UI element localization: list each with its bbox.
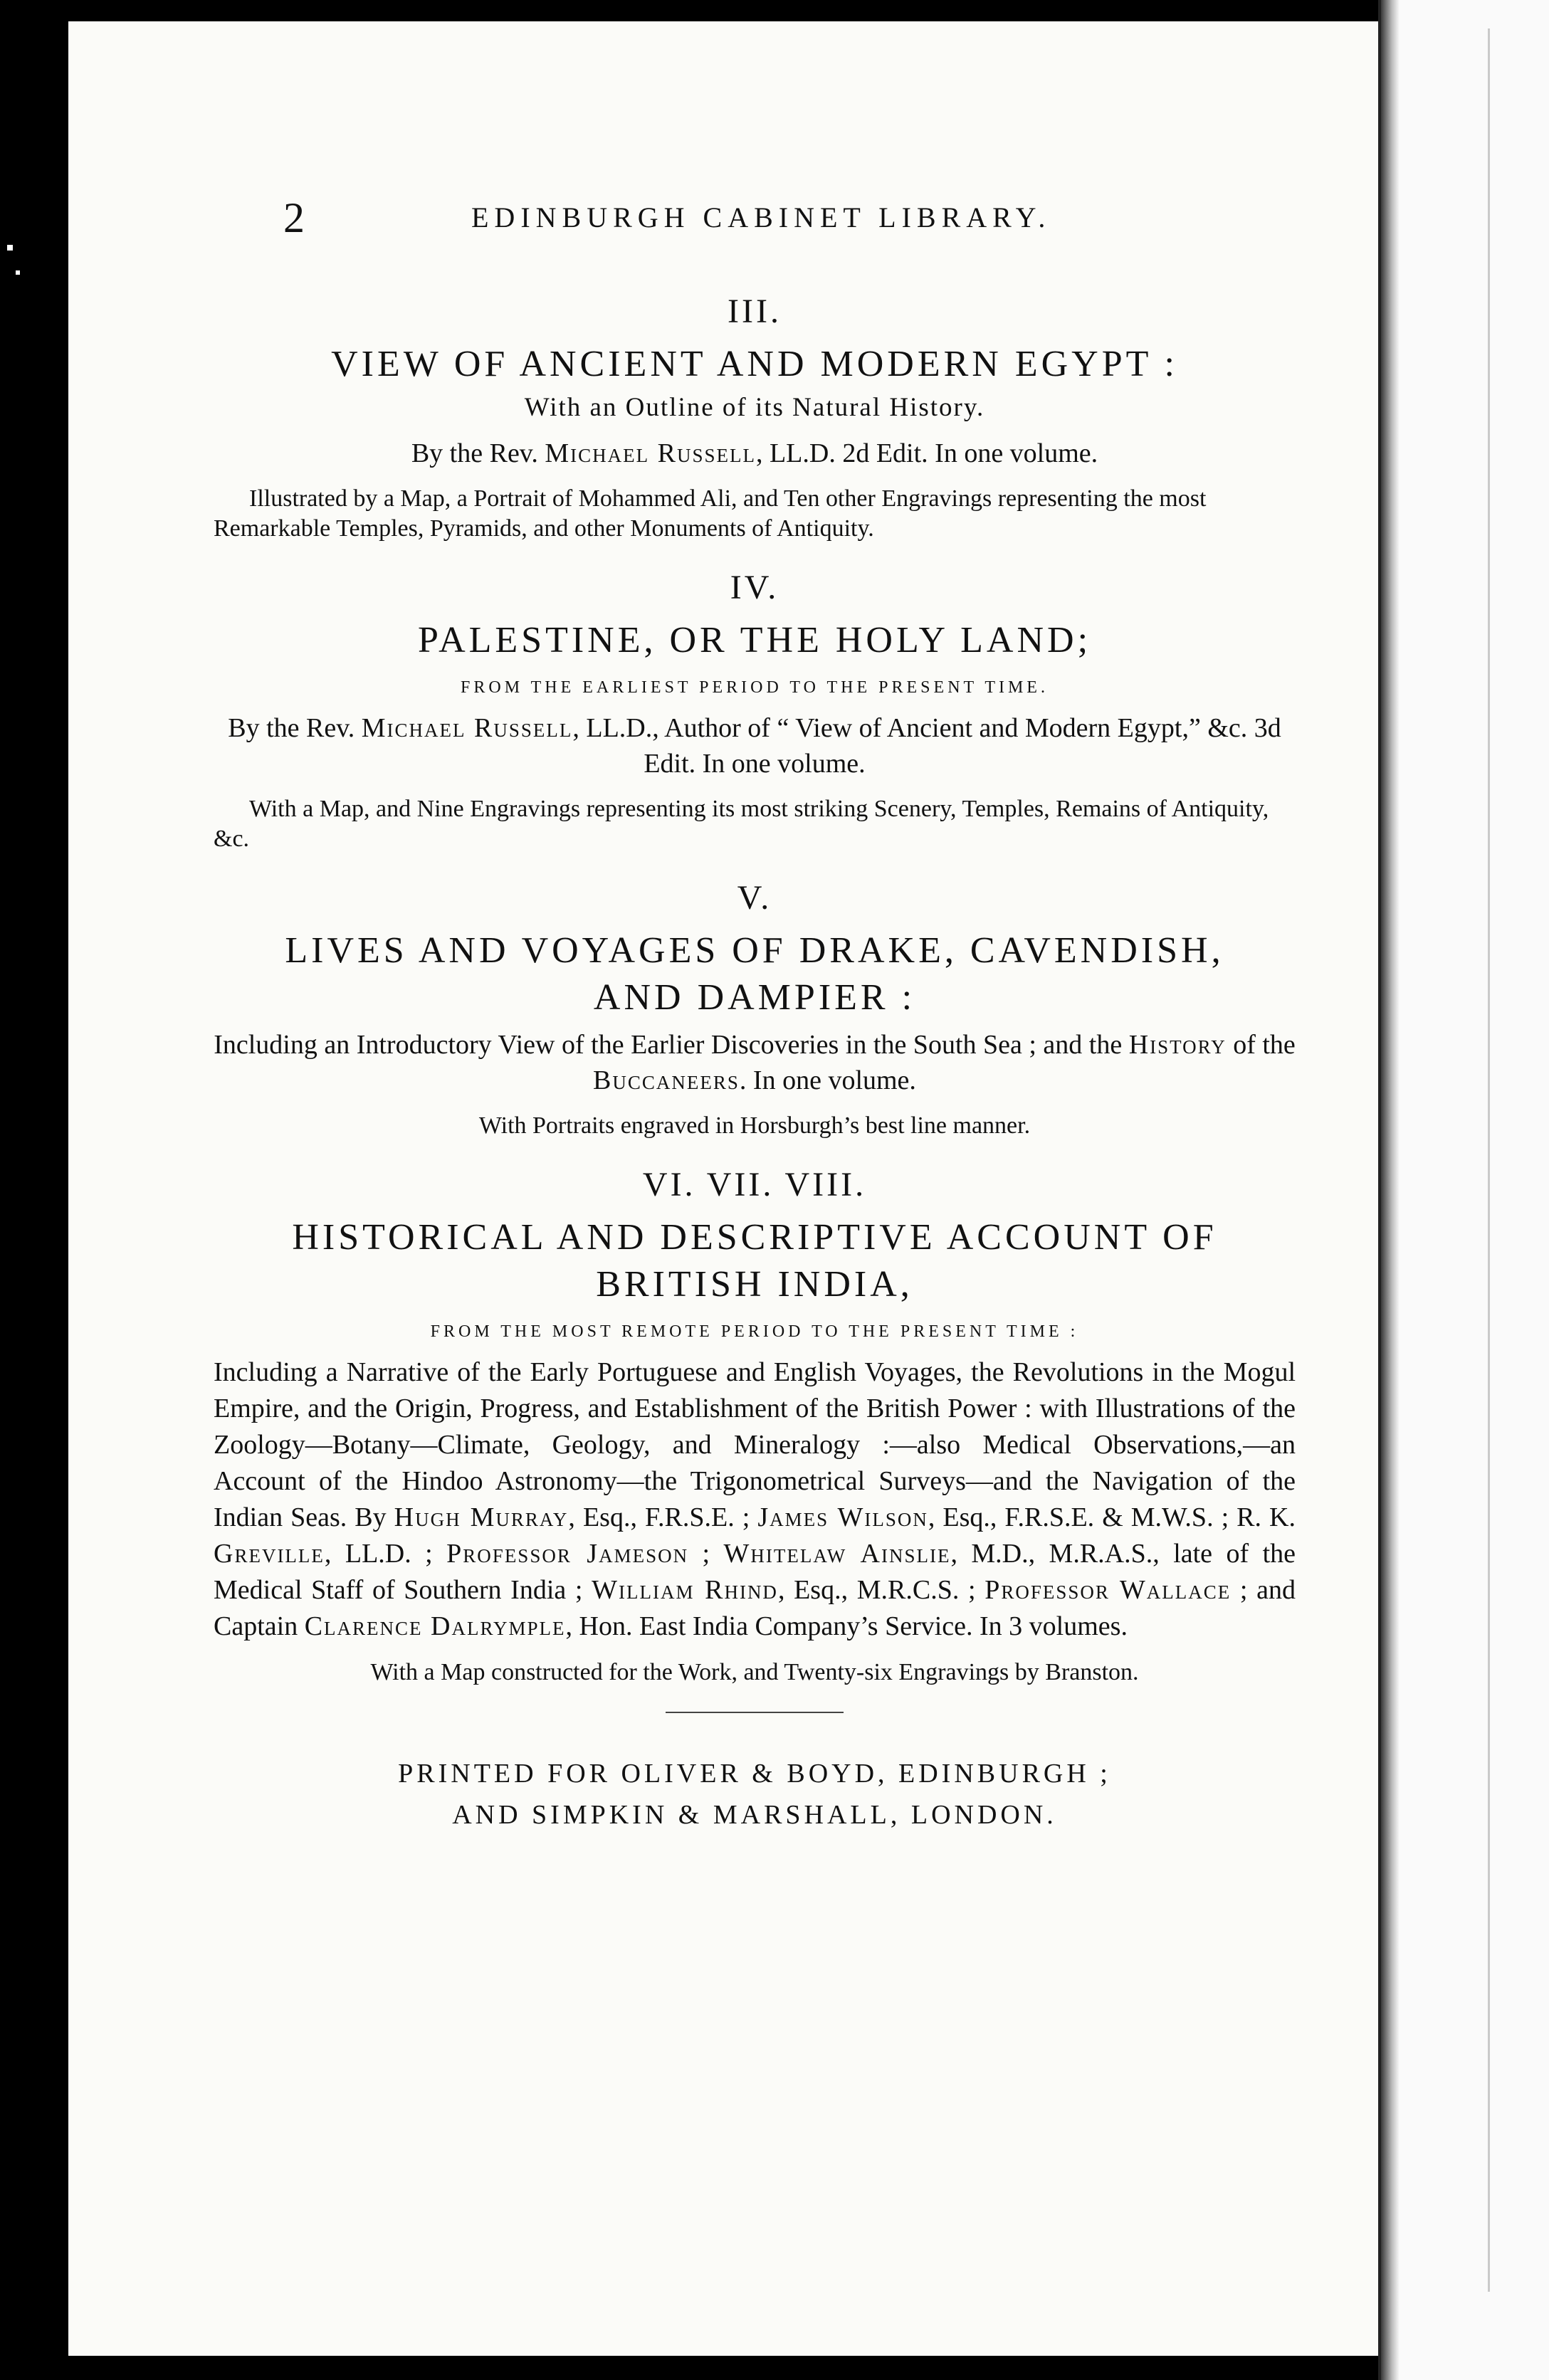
author-suffix: , LL.D., Author of “ View of Ancient and Modern Egypt,” &c. 3d Edit. In one volume. (572, 713, 1281, 779)
description-history: History (1128, 1030, 1227, 1060)
entry-palestine (214, 568, 1296, 854)
imprint-line-2: AND SIMPKIN & MARSHALL, LONDON. (452, 1800, 1057, 1830)
entry-title-line-2: AND DAMPIER : (593, 977, 916, 1018)
entry-numeral: V. (737, 879, 772, 917)
page-number: 2 (283, 194, 305, 241)
facing-page-edge (1378, 0, 1549, 2380)
entry-title-line-2: BRITISH INDIA, (596, 1264, 913, 1305)
description-text: , Esq., M.R.C.S. ; (777, 1575, 985, 1605)
contributor-name: Hugh Murray (394, 1502, 569, 1532)
description-text: . In one volume. (739, 1065, 916, 1095)
contributor-name: Professor Jameson (446, 1539, 689, 1569)
running-head (214, 192, 1296, 242)
entry-illustration-note: With Portraits engraved in Horsburgh’s best line manner. (478, 1112, 1031, 1139)
page-content (214, 192, 1296, 1836)
imprint-divider (666, 1712, 844, 1713)
author-suffix: , LL.D. 2d Edit. In one volume. (755, 438, 1098, 468)
description-text: , Esq., F.R.S.E. & M.W.S. ; R. K. (928, 1502, 1296, 1532)
scan-bottom-edge (0, 2356, 1549, 2380)
entry-period: FROM THE EARLIEST PERIOD TO THE PRESENT TIME. (461, 678, 1049, 697)
entry-description (214, 1354, 1296, 1645)
entry-subtitle: With an Outline of its Natural History. (524, 393, 985, 422)
imprint (214, 1753, 1296, 1836)
description-text: ; (688, 1539, 724, 1569)
contributor-name: James Wilson (757, 1502, 928, 1532)
entry-british-india (214, 1165, 1296, 1687)
entry-title-line-1: LIVES AND VOYAGES OF DRAKE, CAVENDISH, (285, 930, 1224, 971)
entry-drake-cavendish-dampier (214, 878, 1296, 1141)
facing-page-rule (1488, 28, 1490, 2292)
running-head-title: EDINBURGH CABINET LIBRARY. (471, 201, 1051, 233)
entry-author-line (214, 436, 1296, 471)
author-name: Michael Russell (361, 713, 573, 743)
entry-numeral: VI. VII. VIII. (642, 1166, 867, 1204)
imprint-line-1: PRINTED FOR OLIVER & BOYD, EDINBURGH ; (398, 1759, 1111, 1789)
author-prefix: By the Rev. (228, 713, 362, 743)
entry-illustration-note: With a Map, and Nine Engravings representing its most striking Scenery, Temples, Remains of Antiquity, &c. (214, 796, 1269, 852)
author-prefix: By the Rev. (411, 438, 545, 468)
entry-numeral: III. (728, 293, 782, 330)
description-buccaneers: Buccaneers (593, 1065, 740, 1095)
scan-dust-marks (0, 242, 28, 285)
description-text: , Esq., F.R.S.E. ; (568, 1502, 758, 1532)
entry-numeral: IV. (730, 569, 779, 606)
entry-description (214, 1027, 1296, 1098)
entry-illustration-note: With a Map constructed for the Work, and Twenty-six Engravings by Branston. (370, 1659, 1139, 1685)
description-text: , LL.D. ; (324, 1539, 447, 1569)
description-text: , Hon. East India Company’s Service. In 3 volumes. (565, 1611, 1128, 1641)
entry-egypt (214, 292, 1296, 544)
contributor-name: Whitelaw Ainslie (723, 1539, 951, 1569)
entry-author-line (214, 710, 1296, 781)
contributor-name: Professor Wallace (984, 1575, 1232, 1605)
entry-title (214, 927, 1296, 1021)
contributor-name: William Rhind (592, 1575, 778, 1605)
description-text: Including a Narrative of the Early Portuguese and English Voyages, the Revolutions in the Mogul Empire, and the Origin, Progress, and Establishment of the British Power : with Illustrations of the Zoology—Botany—Climate, Geology, and Mineralogy :—also Medical Observations,—an Account of the Hindoo Astronomy—the Trigonometrical Surveys—and the Navigation of the Indian Seas. By (214, 1357, 1296, 1532)
entry-title: PALESTINE, OR THE HOLY LAND; (417, 620, 1092, 660)
contributor-name: Greville (214, 1539, 325, 1569)
description-text: Including an Introductory View of the Earlier Discoveries in the South Sea ; and the (214, 1030, 1129, 1060)
gutter-shadow (1381, 0, 1400, 2380)
description-text: , M.D., M.R.A.S., late of the Medical Staff of Southern India ; (214, 1539, 1296, 1605)
description-text: of the (1226, 1030, 1296, 1060)
entry-illustration-note: Illustrated by a Map, a Portrait of Mohammed Ali, and Ten other Engravings representing the most Remarkable Temples, Pyramids, and other Monuments of Antiquity. (214, 485, 1207, 542)
entry-period: FROM THE MOST REMOTE PERIOD TO THE PRESENT TIME : (430, 1322, 1079, 1341)
author-name: Michael Russell (545, 438, 756, 468)
contributor-name: Clarence Dalrymple (304, 1611, 566, 1641)
entry-title: VIEW OF ANCIENT AND MODERN EGYPT : (331, 344, 1178, 384)
description-text: ; and Captain (214, 1575, 1296, 1641)
entry-title-line-1: HISTORICAL AND DESCRIPTIVE ACCOUNT OF (292, 1217, 1217, 1258)
entry-title (214, 1214, 1296, 1308)
